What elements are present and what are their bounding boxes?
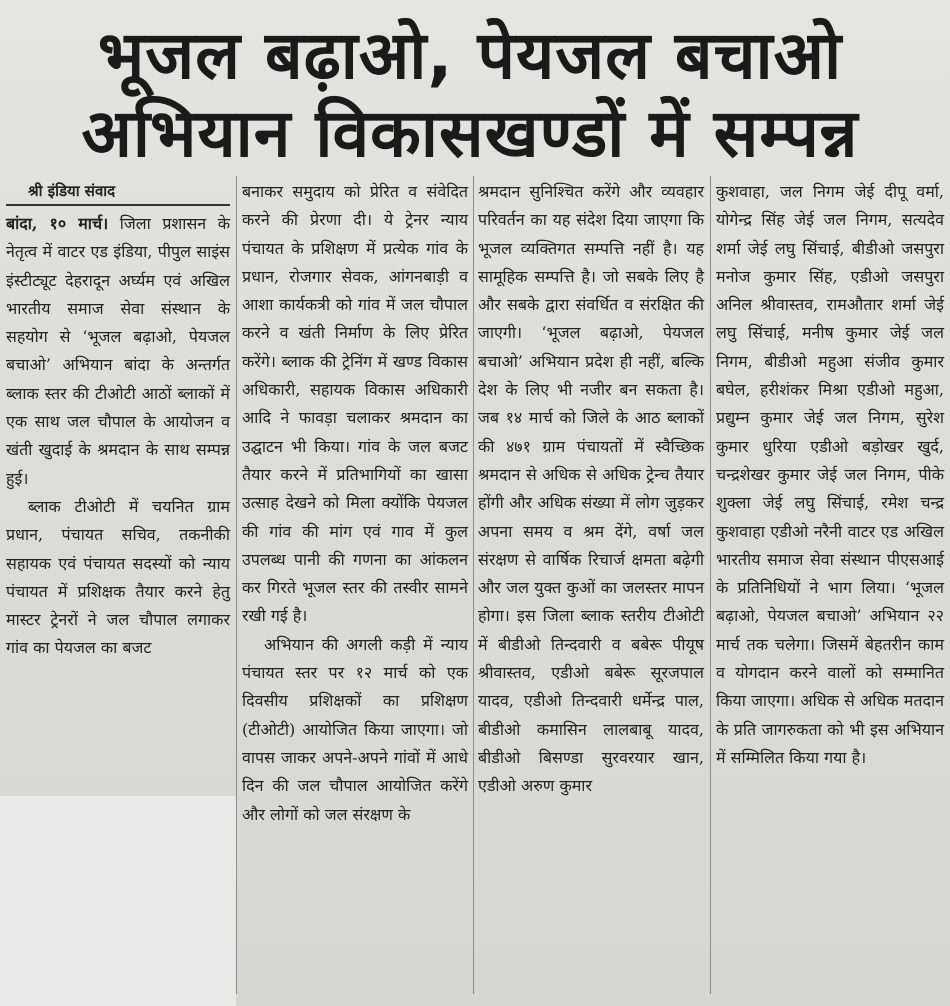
blank-area	[0, 796, 236, 1006]
article-paragraph	[6, 210, 230, 493]
column-divider	[710, 176, 711, 994]
article-column-2	[242, 178, 468, 829]
paragraph-text: जिला प्रशासन के नेतृत्व में वाटर एड इंडिया, पीपुल साइंस इंस्टीट्यूट देहरादून अर्घ्यम एवं अखिल भारतीय समाज सेवा संस्थान के सहयोग से ‘भूजल बढ़ाओ, पेयजल बचाओ’ अभियान बांदा के अन्तर्गत ब्लाक स्तर की टीओटी आठों ब्लाकों में एक साथ जल चौपाल के आयोजन व खंती खुदाई के श्रमदान के साथ सम्पन्न हुई।	[6, 214, 230, 488]
column-divider	[236, 176, 237, 994]
byline: श्री इंडिया संवाद	[6, 178, 230, 206]
article-column-1	[6, 178, 230, 663]
article-column-4	[716, 178, 944, 772]
article-paragraph: श्रमदान सुनिश्चित करेंगे और व्यवहार परिवर्तन का यह संदेश दिया जाएगा कि भूजल व्यक्तिगत सम्पत्ति नहीं है। यह सामूहिक सम्पत्ति है। जो सबके लिए है और सबके द्वारा संवर्धित व संरक्षित की जाएगी। ‘भूजल बढ़ाओ, पेयजल बचाओ’ अभियान प्रदेश ही नहीं, बल्कि देश के लिए भी नजीर बन सकता है। जब १४ मार्च को जिले के आठ ब्लाकों की ४७१ ग्राम पंचायतों में स्वैच्छिक श्रमदान से अधिक से अधिक ट्रेन्च तैयार होंगी और अधिक संख्या में लोग जुड़कर अपना समय व श्रम देंगे, वर्षा जल संरक्षण से वार्षिक रिचार्ज क्षमता बढ़ेगी और जल युक्त कुओं का जलस्तर मापन होगा। इस जिला ब्लाक स्तरीय टीओटी में बीडीओ तिन्दवारी व बबेरू पीयूष श्रीवास्तव, एडीओ बबेरू सूरजपाल यादव, एडीओ तिन्दवारी धर्मेन्द्र पाल, बीडीओ कमासिन लालबाबू यादव, बीडीओ बिसण्डा सुरवरयार खान, एडीओ अरुण कुमार	[478, 182, 704, 796]
article-paragraph: बनाकर समुदाय को प्रेरित व संवेदित करने की प्रेरणा दी। ये ट्रेनर न्याय पंचायत के प्रशिक्षण में प्रत्येक गांव के प्रधान, रोजगार सेवक, आंगनबाड़ी व आशा कार्यकत्री को गांव में जल चौपाल करने व खंती निर्माण के लिए प्रेरित करेंगे। ब्लाक की ट्रेनिंग में खण्ड विकास अधिकारी, सहायक विकास अधिकारी आदि ने फावड़ा चलाकर श्रमदान का उद्घाटन भी किया। गांव के जल बजट तैयार करने में प्रतिभागियों का खासा उत्साह देखने को मिला क्योंकि पेयजल की गांव की मांग एवं गाव में कुल उपलब्ध पानी की गणना का आंकलन कर गिरते भूजल स्तर की तस्वीर सामने रखी गई है।	[242, 182, 468, 626]
dateline: बांदा, १० मार्च।	[6, 214, 109, 233]
article-paragraph: अभियान की अगली कड़ी में न्याय पंचायत स्तर पर १२ मार्च को एक दिवसीय प्रशिक्षकों का प्रशिक्षण (टीओटी) आयोजित किया जाएगा। जो वापस जाकर अपने-अपने गांवों में आधे दिन की जल चौपाल आयोजित करेंगे और लोगों को जल संरक्षण के	[242, 634, 468, 824]
article-paragraph: कुशवाहा, जल निगम जेई दीपू वर्मा, योगेन्द्र सिंह जेई जल निगम, सत्यदेव शर्मा जेई लघु सिंचाई, बीडीओ जसपुरा मनोज कुमार सिंह, एडीओ जसपुरा अनिल श्रीवास्तव, रामऔतार शर्मा जेई लघु सिंचाई, मनीष कुमार जेई जल निगम, बीडीओ महुआ संजीव कुमार बघेल, हरीशंकर मिश्रा एडीओ महुआ, प्रद्युम्न कुमार जेई जल निगम, सुरेश कुमार धुरिया एडीओ बड़ोखर खुर्द, चन्द्रशेखर कुमार जेई जल निगम, पीके शुक्ला जेई लघु सिंचाई, रमेश चन्द्र कुशवाहा एडीओ नरैनी वाटर एड अखिल भारतीय समाज सेवा संस्थान पीएसआई के प्रतिनिधियों ने भाग लिया। ‘भूजल बढ़ाओ, पेयजल बचाओ’ अभियान २२ मार्च तक चलेगा। जिसमें बेहतरीन काम व योगदान करने वालों को सम्मानित किया जाएगा। अधिक से अधिक मतदान के प्रति जागरुकता को भी इस अभियान में सम्मिलित किया गया है।	[716, 182, 944, 767]
headline-line-1: भूजल बढ़ाओ, पेयजल बचाओ	[97, 17, 843, 94]
article-paragraph: ब्लाक टीओटी में चयनित ग्राम प्रधान, पंचायत सचिव, तकनीकी सहायक एवं पंचायत सदस्यों को न्याय पंचायत में प्रशिक्षक तैयार करने हेतु मास्टर ट्रेनरों ने जल चौपाल लगाकर गांव का पेयजल का बजट	[6, 496, 230, 658]
headline-line-2: अभियान विकासखण्डों में सम्पन्न	[81, 95, 859, 172]
article-column-3	[478, 178, 704, 801]
column-divider	[473, 176, 474, 994]
